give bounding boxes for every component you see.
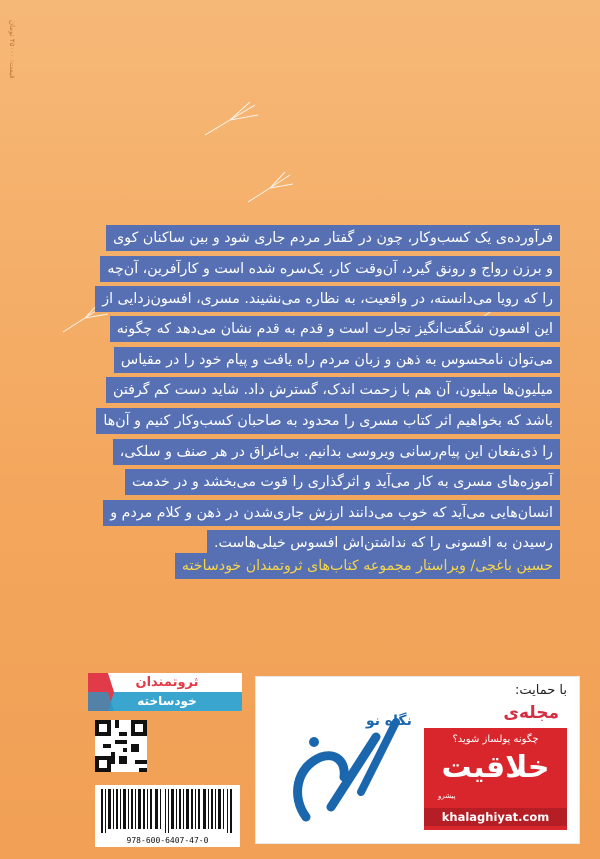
magazine-label: مجله‌ی xyxy=(503,703,559,723)
isbn-barcode xyxy=(95,785,240,847)
sponsor-label: با حمایت: xyxy=(515,683,567,698)
spine-price: قیمت: ۴۵۰۰۰ تومان xyxy=(8,20,16,79)
text-line: این افسون شگفت‌انگیز تجارت است و قدم به قدم نشان می‌دهد که چگونه xyxy=(110,316,560,342)
khalaghiyat-tagline: چگونه پولساز شوید؟ xyxy=(452,734,539,745)
khalaghiyat-url: khalaghiyat.com xyxy=(424,808,567,826)
negah-no-text: نگاه نو xyxy=(366,713,412,729)
publisher-logo-bottom: خودساخته xyxy=(92,692,242,711)
text-line: فرآورده‌ی یک کسب‌وکار، چون در گفتار مردم جاری شود و بین ساکنان کوی xyxy=(106,225,560,251)
qr-code-icon xyxy=(95,720,147,772)
negah-no-logo xyxy=(266,697,416,837)
khalaghiyat-small: پیشرو xyxy=(438,792,456,800)
dandelion-seed-icon xyxy=(245,170,295,205)
isbn-number: 978-600-6407-47-0 xyxy=(126,836,209,845)
text-line: رسیدن به افسونی را که نداشتن‌اش افسوس خیلی‌هاست. xyxy=(207,530,560,556)
text-line: میلیون‌ها میلیون، آن هم با زحمت اندک، گسترش داد. شاید دست کم گرفتن xyxy=(106,377,560,403)
text-line: انسان‌هایی می‌آید که خوب می‌دانند ارزش جاری‌شدن در ذهن و کلام مردم و xyxy=(103,500,560,526)
khalaghiyat-logo xyxy=(424,728,567,830)
publisher-logo xyxy=(92,673,242,711)
text-line: را ذی‌نفعان این پیام‌رسانی ویروسی بدانیم. بی‌اغراق در هر صنف و سلکی، xyxy=(113,439,560,465)
publisher-logo-top: ثروتمندان xyxy=(92,673,242,692)
signature-line: حسین باغچی/ ویراستار مجموعه کتاب‌های ثروتمندان خودساخته xyxy=(175,553,560,579)
khalaghiyat-title: خلاقیت xyxy=(441,750,550,785)
dandelion-seed-icon xyxy=(200,100,260,140)
text-line: را که رویا می‌دانسته، در واقعیت، به نظاره می‌نشیند. مسری، افسون‌زدایی از xyxy=(95,286,560,312)
sponsor-box xyxy=(255,676,580,844)
barcode-icon xyxy=(95,789,240,837)
text-line: آموزه‌های مسری به کار می‌آید و اثرگذاری را قوت می‌بخشد و در خدمت xyxy=(125,469,560,495)
logo-mark-icon xyxy=(88,673,114,711)
text-line: می‌توان نامحسوس به ذهن و زبان مردم راه یافت و پیام خود را در مقیاس xyxy=(114,347,560,373)
text-line: باشد که بخواهیم اثر کتاب مسری را محدود به صاحبان کسب‌وکار کنیم و آن‌ها xyxy=(96,408,560,434)
text-line: و برزن رواج و رونق گیرد، آن‌وقت کار، یک‌سره شده است و کارآفرین، آن‌چه xyxy=(100,256,560,282)
